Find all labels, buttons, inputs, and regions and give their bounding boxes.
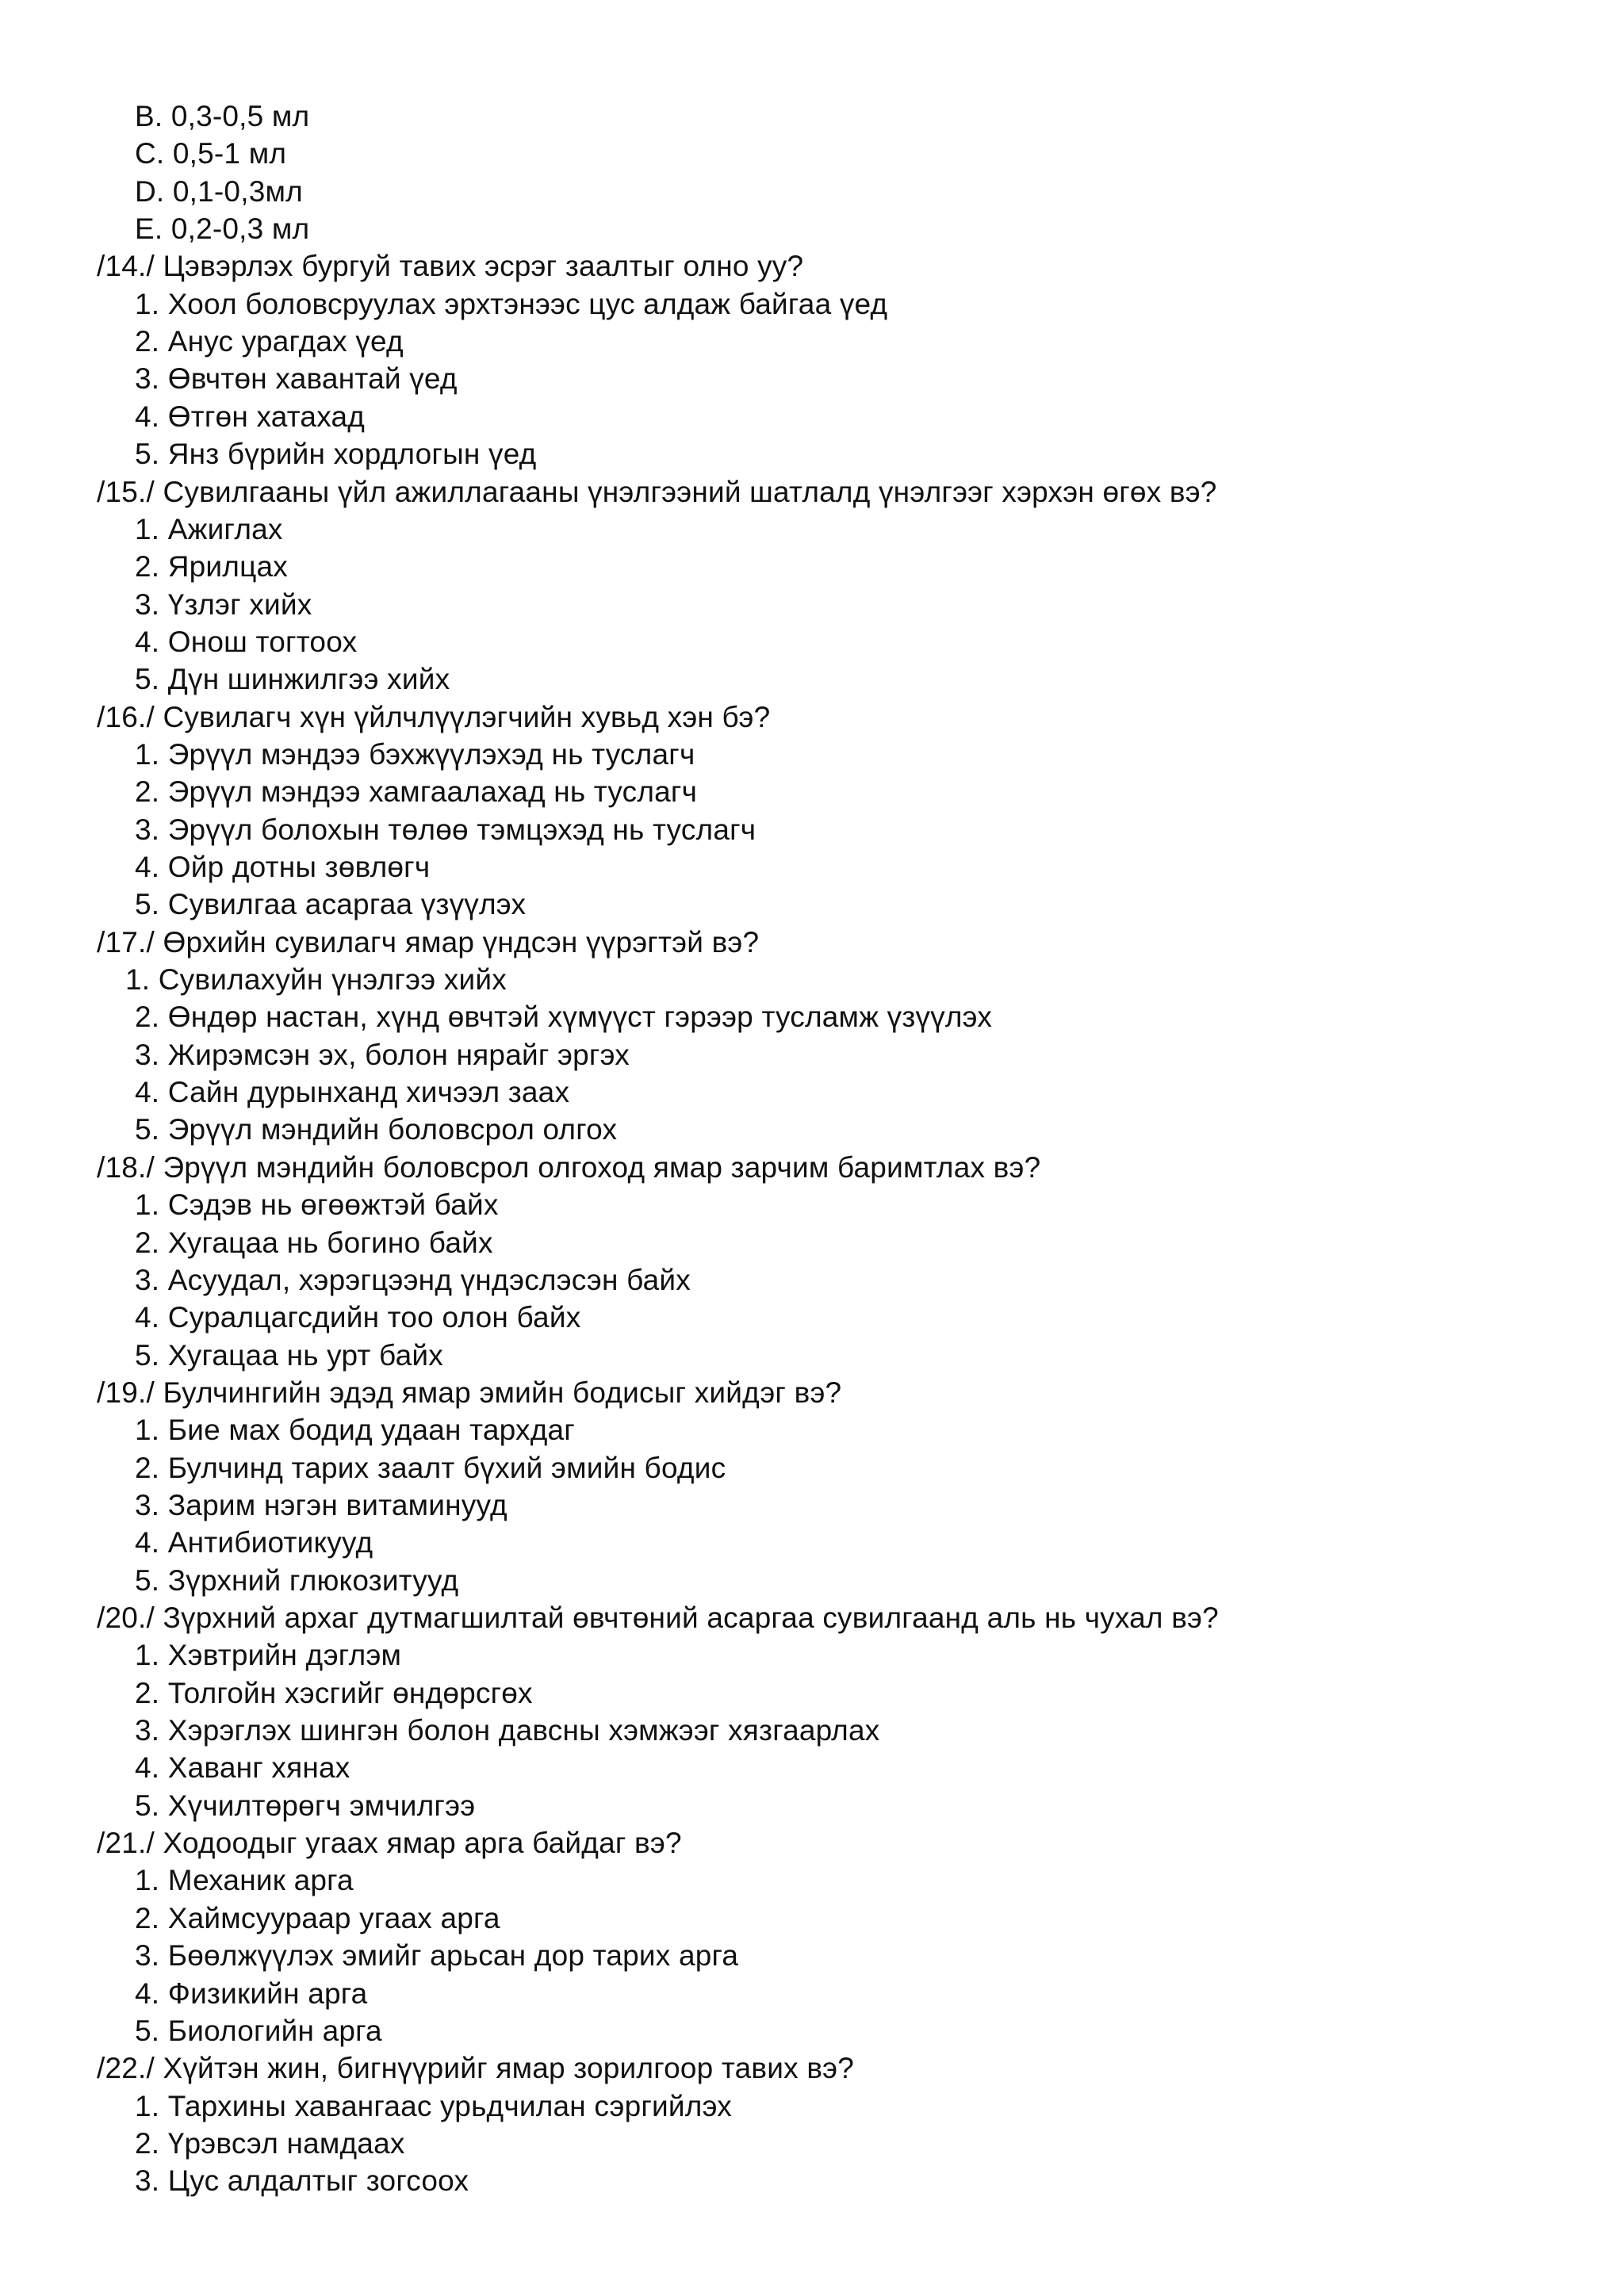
- answer-option: 1. Механик арга: [135, 1864, 354, 1896]
- answer-option: 5. Хугацаа нь урт байх: [135, 1339, 443, 1372]
- question-heading: /17./ Өрхийн сувилагч ямар үндсэн үүрэгтэй вэ?: [97, 926, 760, 959]
- answer-option: 4. Суралцагсдийн тоо олон байх: [135, 1301, 581, 1334]
- answer-option: 2. Булчинд тарих заалт бүхий эмийн бодис: [135, 1452, 726, 1484]
- answer-option: 4. Онош тогтоох: [135, 626, 358, 658]
- question-heading: /22./ Хүйтэн жин, бигнүүрийг ямар зорилгоор тавих вэ?: [97, 2052, 855, 2084]
- answer-option: 1. Хоол боловсруулах эрхтэнээс цус алдаж байгаа үед: [135, 288, 888, 320]
- answer-option: 2. Хугацаа нь богино байх: [135, 1226, 493, 1259]
- answer-option: 5. Биологийн арга: [135, 2015, 382, 2047]
- answer-option: 5. Эрүүл мэндийн боловсрол олгох: [135, 1113, 618, 1146]
- answer-option: 2. Хаймсуураар угаах арга: [135, 1902, 500, 1934]
- answer-option: 4. Физикийн арга: [135, 1977, 368, 2010]
- answer-option: 3. Хэрэглэх шингэн болон давсны хэмжээг хязгаарлах: [135, 1714, 880, 1747]
- answer-option: 1. Хэвтрийн дэглэм: [135, 1639, 402, 1671]
- answer-option: 4. Антибиотикууд: [135, 1526, 373, 1559]
- answer-option: 3. Зарим нэгэн витаминууд: [135, 1489, 508, 1521]
- answer-option: 2. Эрүүл мэндээ хамгаалахад нь туслагч: [135, 775, 698, 808]
- answer-option: E. 0,2-0,3 мл: [135, 212, 310, 245]
- answer-option: 1. Ажиглах: [135, 513, 283, 545]
- answer-option: 2. Өндөр настан, хүнд өвчтэй хүмүүст гэрээр тусламж үзүүлэх: [135, 1001, 993, 1033]
- answer-option: 3. Жирэмсэн эх, болон нярайг эргэх: [135, 1039, 630, 1071]
- answer-option: 3. Эрүүл болохын төлөө тэмцэхэд нь туслагч: [135, 813, 756, 846]
- answer-option: 2. Толгойн хэсгийг өндөрсгөх: [135, 1677, 533, 1709]
- answer-option: 3. Өвчтөн хавантай үед: [135, 362, 458, 395]
- answer-option: 1. Бие мах бодид удаан тархдаг: [135, 1414, 575, 1446]
- question-heading: /21./ Ходоодыг угаах ямар арга байдаг вэ?: [97, 1827, 682, 1859]
- answer-option: 1. Эрүүл мэндээ бэхжүүлэхэд нь туслагч: [135, 738, 695, 771]
- answer-option: 4. Хаванг хянах: [135, 1751, 350, 1784]
- answer-option: 5. Дүн шинжилгээ хийх: [135, 663, 450, 695]
- answer-option: 4. Ойр дотны зөвлөгч: [135, 851, 431, 883]
- answer-option: 5. Янз бүрийн хордлогын үед: [135, 438, 537, 470]
- answer-option: 3. Үзлэг хийх: [135, 588, 312, 621]
- answer-option: 3. Цус алдалтыг зогсоох: [135, 2164, 469, 2197]
- answer-option: B. 0,3-0,5 мл: [135, 100, 310, 132]
- question-heading: /15./ Сувилгааны үйл ажиллагааны үнэлгээний шатлалд үнэлгээг хэрхэн өгөх вэ?: [97, 476, 1217, 508]
- answer-option: 3. Асуудал, хэрэгцээнд үндэслэсэн байх: [135, 1264, 691, 1296]
- answer-option: 1. Сэдэв нь өгөөжтэй байх: [135, 1188, 499, 1221]
- answer-option: 2. Үрэвсэл намдаах: [135, 2127, 405, 2160]
- answer-option: C. 0,5-1 мл: [135, 137, 287, 170]
- answer-option: 5. Сувилгаа асаргаа үзүүлэх: [135, 888, 527, 920]
- question-heading: /20./ Зүрхний архаг дутмагшилтай өвчтөний асаргаа сувилгаанд аль нь чухал вэ?: [97, 1601, 1219, 1634]
- answer-option: 2. Ярилцах: [135, 550, 288, 583]
- question-heading: /19./ Булчингийн эдэд ямар эмийн бодисыг хийдэг вэ?: [97, 1376, 842, 1409]
- answer-option: 5. Зүрхний глюкозитууд: [135, 1564, 459, 1597]
- question-heading: /14./ Цэвэрлэх бургуй тавих эсрэг заалтыг олно уу?: [97, 250, 804, 282]
- answer-option: 1. Сувилахуйн үнэлгээ хийх: [125, 963, 507, 996]
- question-heading: /18./ Эрүүл мэндийн боловсрол олгоход ямар зарчим баримтлах вэ?: [97, 1151, 1041, 1184]
- answer-option: 4. Сайн дурынханд хичээл заах: [135, 1076, 570, 1108]
- answer-option: D. 0,1-0,3мл: [135, 175, 303, 208]
- answer-option: 2. Анус урагдах үед: [135, 325, 404, 358]
- answer-option: 5. Хүчилтөрөгч эмчилгээ: [135, 1789, 476, 1822]
- answer-option: 4. Өтгөн хатахад: [135, 400, 366, 433]
- answer-option: 1. Тархины хавангаас урьдчилан сэргийлэх: [135, 2090, 732, 2122]
- answer-option: 3. Бөөлжүүлэх эмийг арьсан дор тарих арга: [135, 1939, 739, 1972]
- question-heading: /16./ Сувилагч хүн үйлчлүүлэгчийн хувьд хэн бэ?: [97, 701, 771, 733]
